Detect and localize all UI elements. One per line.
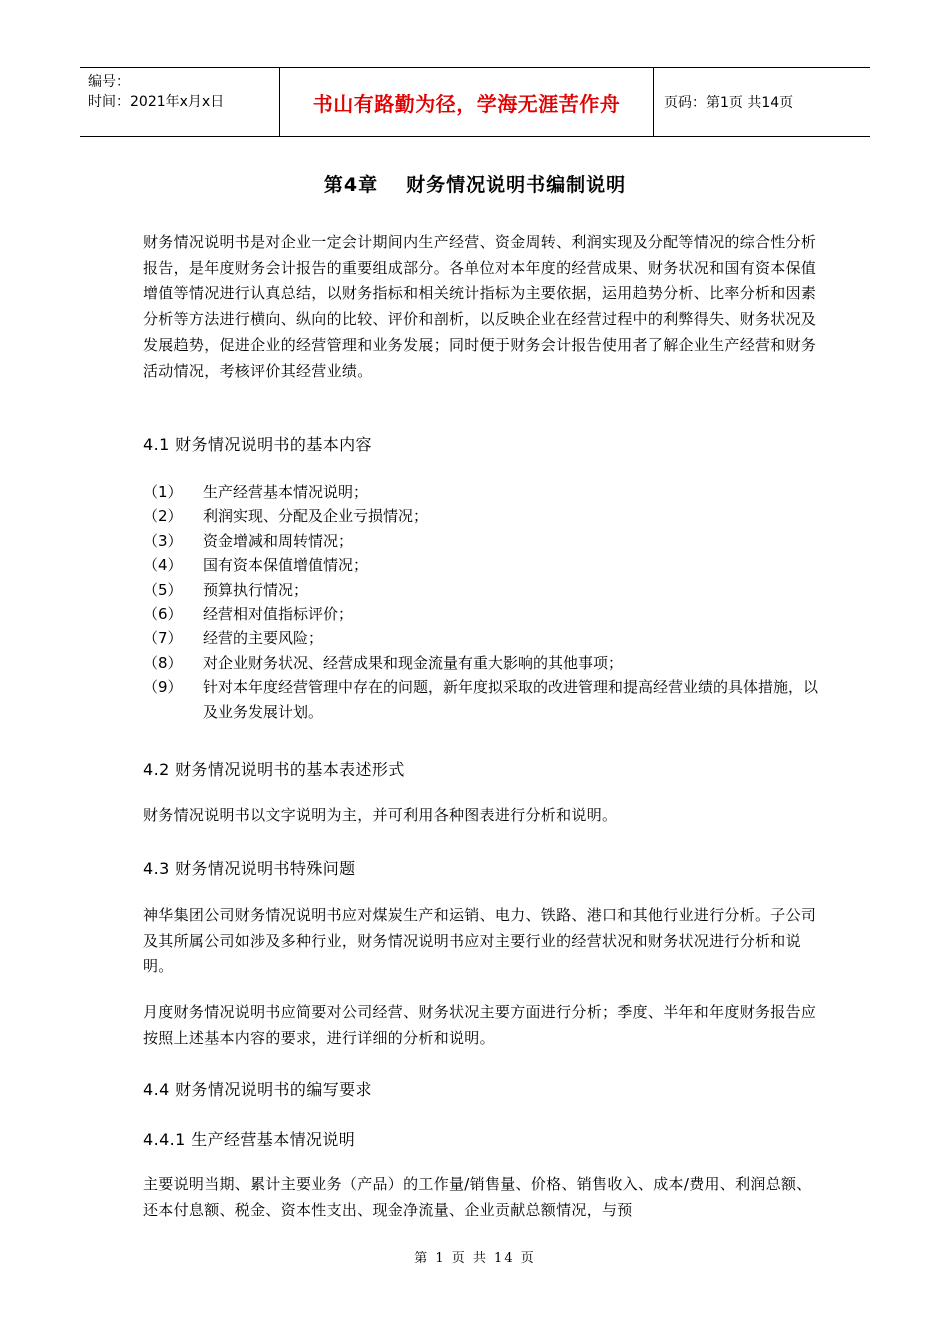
list-text: 对企业财务状况、经营成果和现金流量有重大影响的其他事项； [203, 653, 624, 672]
section-4-4-1-body: 主要说明当期、累计主要业务（产品）的工作量/销售量、价格、销售收入、成本/费用、利润总额、还本付息额、税金、资本性支出、现金净流量、企业贡献总额情况，与预 [143, 1175, 812, 1219]
list-text: 经营相对值指标评价； [203, 605, 354, 624]
section-heading-4-4: 4.4 财务情况说明书的编写要求 [143, 1080, 372, 1099]
section-heading-4-1: 4.1 财务情况说明书的基本内容 [143, 435, 372, 454]
page-info: 页码：第1页 共14页 [664, 95, 794, 111]
list-number: （2） [143, 507, 183, 526]
section-heading-4-3: 4.3 财务情况说明书特殊问题 [143, 859, 356, 878]
section-4-2-body: 财务情况说明书以文字说明为主，并可利用各种图表进行分析和说明。 [143, 806, 618, 824]
list-item [143, 504, 818, 528]
motto: 书山有路勤为径，学海无涯苦作舟 [280, 68, 654, 136]
number-label: 编号： [88, 74, 130, 90]
list-item [143, 529, 818, 553]
page-footer: 第 1 页 共 14 页 [414, 1251, 536, 1266]
list-item [143, 553, 818, 577]
list-number: （7） [143, 629, 183, 648]
chapter-title-text: 财务情况说明书编制说明 [406, 174, 627, 196]
list-item [143, 626, 818, 650]
section-4-3-paragraph-2: 月度财务情况说明书应简要对公司经营、财务状况主要方面进行分析；季度、半年和年度财务报告应按照上述基本内容的要求，进行详细的分析和说明。 [143, 1003, 817, 1047]
section-4-3-paragraph-1: 神华集团公司财务情况说明书应对煤炭生产和运销、电力、铁路、港口和其他行业进行分析。子公司及其所属公司如涉及多种行业，财务情况说明书应对主要行业的经营状况和财务状况进行分析和说明。 [143, 906, 817, 976]
list-text: 国有资本保值增值情况； [203, 556, 369, 575]
list-text: 利润实现、分配及企业亏损情况； [203, 507, 429, 526]
header-meta [80, 68, 280, 136]
list-number: （4） [143, 556, 183, 575]
chapter-number: 第4章 [323, 174, 379, 196]
list-number: （3） [143, 531, 183, 550]
page-header [80, 67, 870, 137]
list-text: 预算执行情况； [203, 580, 309, 599]
list-item [143, 651, 818, 675]
list-number: （9） [143, 678, 183, 697]
list-item [143, 675, 818, 724]
list-text: 经营的主要风险； [203, 629, 324, 648]
intro-paragraph: 财务情况说明书是对企业一定会计期间内生产经营、资金周转、利润实现及分配等情况的综合性分析报告，是年度财务会计报告的重要组成部分。各单位对本年度的经营成果、财务状况和国有资本保值增值等情况进行认真总结，以财务指标和相关统计指标为主要依据，运用趋势分析、比率分析和因素分析等方法进行横向、纵向的比较、评价和剖析，以反映企业在经营过程中的利弊得失、财务状况及发展趋势，促进企业的经营管理和业务发展；同时便于财务会计报告使用者了解企业生产经营和财务活动情况，考核评价其经营业绩。 [143, 233, 817, 380]
content-list [143, 480, 818, 724]
section-heading-4-2: 4.2 财务情况说明书的基本表述形式 [143, 760, 405, 779]
list-number: （8） [143, 653, 183, 672]
list-item [143, 480, 818, 504]
list-number: （6） [143, 605, 183, 624]
date-label: 时间：2021年x月x日 [88, 94, 225, 110]
list-text: 生产经营基本情况说明； [203, 483, 369, 501]
list-item [143, 578, 818, 602]
chapter-title [0, 170, 950, 197]
section-heading-4-4-1: 4.4.1 生产经营基本情况说明 [143, 1130, 356, 1149]
list-text: 针对本年度经营管理中存在的问题，新年度拟采取的改进管理和提高经营业绩的具体措施，以及业务发展计划。 [203, 678, 819, 721]
list-item [143, 602, 818, 626]
list-number: （5） [143, 580, 183, 599]
list-number: （1） [143, 483, 183, 501]
list-text: 资金增减和周转情况； [203, 531, 354, 550]
